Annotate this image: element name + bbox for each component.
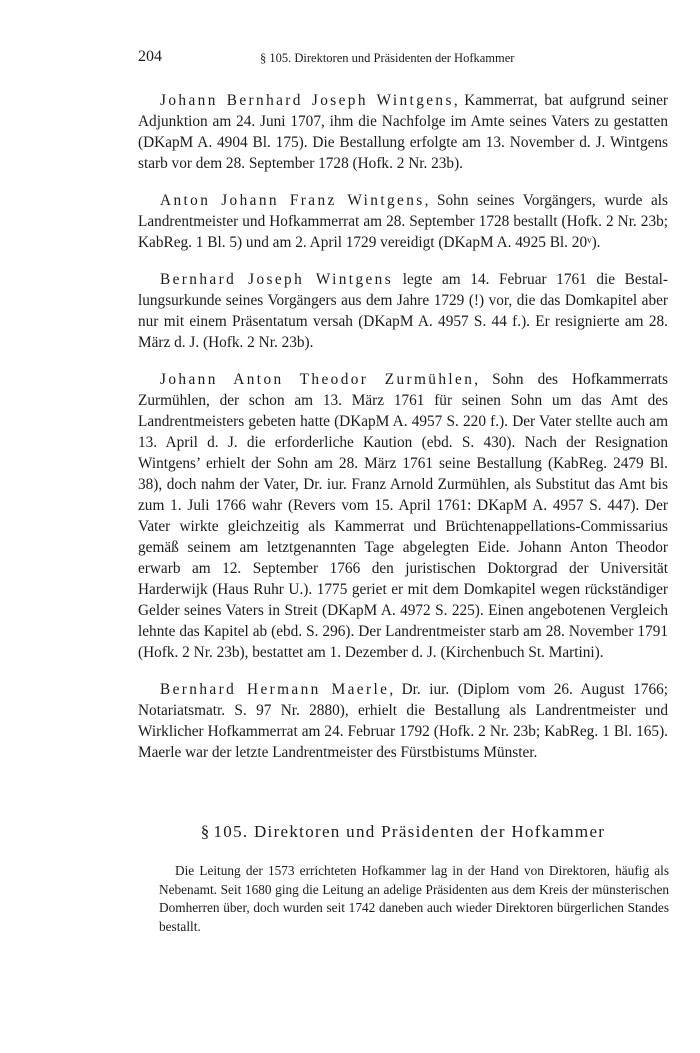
entry-text: , Dr. iur. (Diplom vom 26. August 1766; Notariatsmatr. S. 97 Nr. 2880), erhielt die Bestallung als Landrentmeister und Wirklicher Hofkammerrat am 24. Februar 1792 (Hofk. 2 Nr. 23b; KabReg. 1 Bl. 165). Maerle war der letzte Landrentmeister des Fürstbistums Münster. (138, 681, 668, 761)
section-heading (138, 822, 668, 842)
person-name: Bernhard Hermann Maerle (160, 681, 390, 698)
entry-paragraph (138, 679, 668, 763)
entry-paragraph (138, 90, 668, 174)
entry-text: , Kammerrat, bat aufgrund seiner Adjunktion am 24. Juni 1707, ihm die Nachfolge im Amte seines Vaters zu gestatten (DKapM A. 4904 Bl. 175). Die Bestallung erfolgte am 13. November d. J. Wintgens starb vor dem 28. September 1728 (Hofk. 2 Nr. 23b). (138, 92, 668, 172)
person-name: Johann Anton Theodor Zurmühlen (160, 371, 475, 388)
running-head-title: § 105. Direktoren und Präsidenten der Hofkammer (260, 51, 515, 65)
page-number: 204 (138, 48, 162, 65)
body-text (138, 90, 668, 779)
running-head (138, 48, 668, 70)
entry-text: , Sohn des Hofkammerrats Zurmühlen, der schon am 13. März 1761 für seinen Sohn um das Amt des Landrentmeisters gebeten hatte (DKapM A. 4957 S. 220 f.). Der Vater stellte auch am 13. April d. J. die erforderliche Kaution (ebd. S. 430). Nach der Resignation Wintgens’ erhielt der Sohn am 28. März 1761 seine Bestallung (KabReg. 2479 Bl. 38), doch nahm der Vater, Dr. iur. Franz Arnold Zurmühlen, als Substitut das Amt bis zum 1. Juli 1766 wahr (Revers vom 15. April 1761: DKapM A. 4957 S. 447). Der Vater wirkte gleichzeitig als Kammerrat und Brüchtenappellations-Commissarius gemäß seinem am letztgenannten Tage abgelegten Eide. Johann Anton Theodor erwarb am 12. September 1766 den juristischen Doktorgrad der Universität Harderwijk (Haus Ruhr U.). 1775 geriet er mit dem Domkapitel wegen rückständiger Gelder seines Vaters in Streit (DKapM A. 4972 S. 225). Einen angebotenen Vergleich lehnte das Kapitel ab (ebd. S. 296). Der Landrentmeister starb am 28. November 1791 (Hofk. 2 Nr. 23b), bestattet am 1. Dezember d. J. (Kirchenbuch St. Martini). (138, 371, 668, 661)
entry-paragraph (138, 190, 668, 253)
entry-text: legte am 14. Februar 1761 die Bestallungsurkunde seines Vorgängers aus dem Jahre 1729 (!) vor, die das Domkapitel aber nur mit einem Präsentatum versah (DKapM A. 4957 S. 44 f.). Er resignierte am 28. März d. J. (Hofk. 2 Nr. 23b). (138, 271, 668, 351)
section-title: 105. Direktoren und Präsidenten der Hofkammer (213, 822, 606, 841)
person-name: Johann Bernhard Joseph Wintgens (160, 92, 454, 109)
entry-text: , Sohn seines Vorgängers, wurde als Landrentmeister und Hofkammerrat am 28. September 1728 bestallt (Hofk. 2 Nr. 23b; KabReg. 1 Bl. 5) und am 2. April 1729 vereidigt (DKapM A. 4925 Bl. 20ᵛ). (138, 192, 668, 251)
person-name: Bernhard Joseph Wintgens (160, 271, 394, 288)
entry-paragraph (138, 269, 668, 353)
entry-paragraph (138, 369, 668, 663)
section-intro: Die Leitung der 1573 errichteten Hofkammer lag in der Hand von Direktoren, häufig als Nebenamt. Seit 1680 ging die Leitung an adelige Präsidenten aus dem Kreis der münsterischen Domherren über, doch wurden seit 1742 daneben auch wieder Direktoren bürgerlichen Standes bestallt. (159, 863, 669, 934)
section-symbol: § (200, 822, 210, 841)
person-name: Anton Johann Franz Wintgens (160, 192, 425, 209)
